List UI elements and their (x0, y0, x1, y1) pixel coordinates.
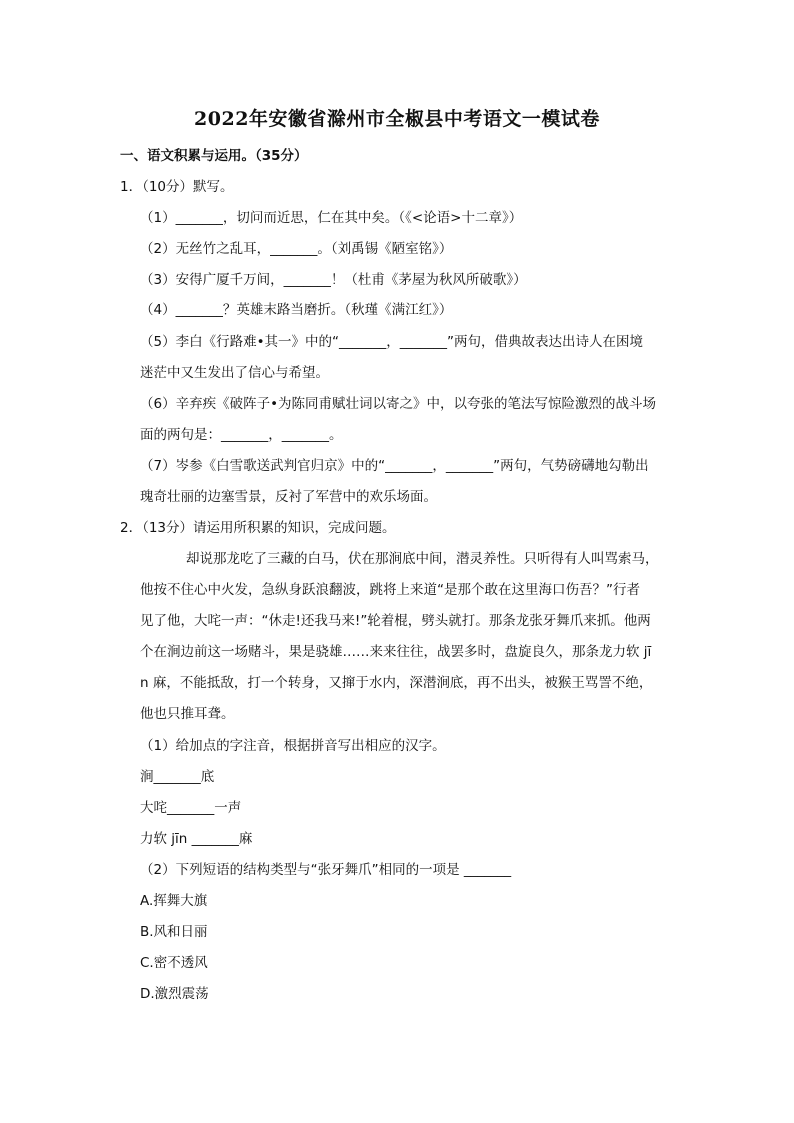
q1-item-2: （2）无丝竹之乱耳，_______。（刘禹锡《陋室铭》） (140, 241, 453, 257)
fill-blank: 大咤_______一声 (140, 800, 242, 816)
passage-line: 却说那龙吃了三藏的白马，伏在那涧底中间，潜灵养性。只听得有人叫骂索马， (186, 551, 659, 567)
passage-line: 他按不住心中火发，急纵身跃浪翻波，跳将上来道“是那个敢在这里海口伤吾？”行者 (140, 582, 640, 598)
q1-item-5: （5）李白《行路难•其一》中的“_______，_______”两句，借典故表达出诗人在困境 (140, 334, 644, 350)
passage-line: n 麻，不能抵敌，打一个转身，又撺于水内，深潜涧底，再不出头，被猴王骂詈不绝， (140, 675, 653, 691)
passage-line: 见了他，大咤一声：“休走!还我马来!”轮着棍，劈头就打。那条龙张牙舞爪来抓。他两 (140, 613, 651, 629)
question-2-head: 2．（13分）请运用所积累的知识，完成问题。 (120, 520, 396, 536)
q1-item-3: （3）安得广厦千万间，_______！（杜甫《茅屋为秋风所破歌》） (140, 272, 527, 288)
q1-item-6-cont: 面的两句是：_______，_______。 (140, 427, 343, 443)
passage-line: 个在涧边前这一场赌斗，果是骁雄……来来往往，战罢多时，盘旋良久，那条龙力软 jī (140, 644, 652, 660)
q2-sub2: （2）下列短语的结构类型与“张牙舞爪”相同的一项是 _______ (140, 862, 512, 878)
option-c: C.密不透风 (140, 955, 208, 971)
fill-blank: 涧_______底 (140, 769, 215, 785)
q2-sub1: （1）给加点的字注音，根据拼音写出相应的汉字。 (140, 738, 446, 754)
q1-item-4: （4）_______？英雄末路当磨折。（秋瑾《满江红》） (140, 302, 453, 318)
question-1-head: 1．（10分）默写。 (120, 179, 234, 195)
option-a: A.挥舞大旗 (140, 893, 208, 909)
exam-title: 2022年安徽省滁州市全椒县中考语文一模试卷 (194, 108, 600, 130)
q1-item-6: （6）辛弃疾《破阵子•为陈同甫赋壮词以寄之》中，以夸张的笔法写惊险激烈的战斗场 (140, 396, 657, 412)
q1-item-5-cont: 迷茫中又生发出了信心与希望。 (140, 365, 329, 381)
q1-item-7: （7）岑参《白雪歌送武判官归京》中的“_______，_______”两句，气势磅礴地勾勒出 (140, 458, 649, 474)
fill-blank: 力软 jīn _______麻 (140, 831, 253, 847)
q1-item-7-cont: 瑰奇壮丽的边塞雪景，反衬了军营中的欢乐场面。 (140, 489, 437, 505)
option-d: D.激烈震荡 (140, 986, 209, 1002)
passage-line: 他也只推耳聋。 (140, 706, 235, 722)
option-b: B.风和日丽 (140, 924, 208, 940)
section-heading: 一、语文积累与运用。（35分） (120, 148, 308, 164)
q1-item-1: （1）_______，切问而近思，仁在其中矣。（《<论语>十二章》） (140, 210, 523, 226)
